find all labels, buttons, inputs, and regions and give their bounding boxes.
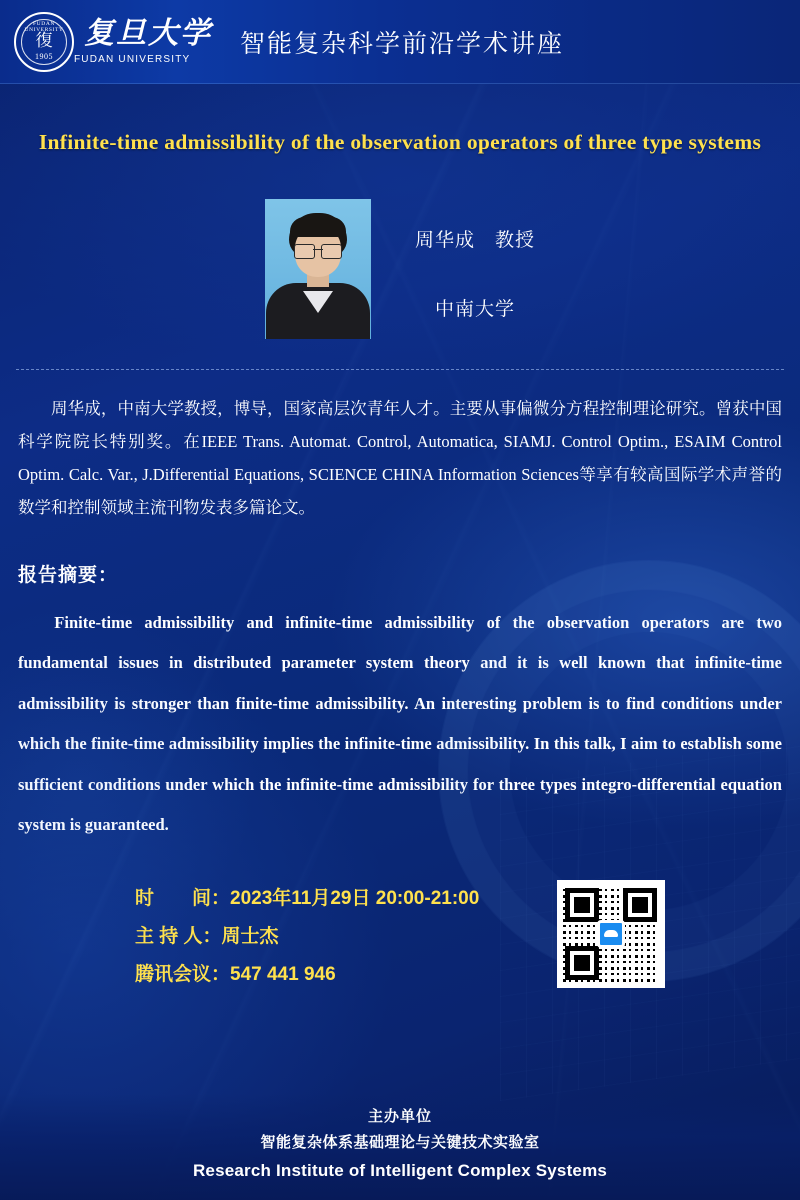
meta-row bbox=[0, 880, 800, 994]
speaker-bio: 周华成，中南大学教授，博导，国家高层次青年人才。主要从事偏微分方程控制理论研究。曾获中国科学院院长特别奖。在IEEE Trans. Automat. Control, Automatica, SIAMJ. Control Optim., ESAIM Control Optim. Calc. Var., J.Differential Equations, SCIENCE CHINA Information Sciences等享有较高国际学术声誉的数学和控制领域主流刊物发表多篇论文。 bbox=[18, 399, 782, 517]
fudan-emblem-icon bbox=[14, 12, 74, 72]
speaker-name: 周华成 教授 bbox=[414, 230, 535, 251]
talk-title: Infinite-time admissibility of the observation operators of three type systems bbox=[38, 130, 762, 154]
portrait-collar bbox=[303, 291, 333, 313]
abstract-text: Finite-time admissibility and infinite-time admissibility of the observation operators are two fundamental issues in distributed parameter system theory and it is well known that infinite-time admissibility is stronger than finite-time admissibility. An interesting problem is to find conditions under which the finite-time admissibility implies the infinite-time admissibility. In this talk, I aim to establish some sufficient conditions under which the infinite-time admissibility for three types integro-differential equation system is guaranteed. bbox=[18, 613, 782, 835]
abstract-label: 报告摘要： bbox=[18, 565, 119, 586]
qr-eye-top-left bbox=[565, 888, 599, 922]
lab-name-cn: 智能复杂体系基础理论与关键技术实验室 bbox=[260, 1134, 540, 1151]
emblem-arc-text: FUDAN UNIVERSITY bbox=[24, 20, 64, 33]
meta-host: 主 持 人：周士杰 bbox=[135, 925, 279, 947]
meta-details bbox=[135, 880, 527, 994]
lecture-series-title: 智能复杂科学前沿学术讲座 bbox=[240, 30, 565, 58]
speaker-photo bbox=[265, 199, 371, 339]
qr-eye-top-right bbox=[623, 888, 657, 922]
qr-code[interactable] bbox=[557, 880, 665, 988]
emblem-year: 1905 bbox=[35, 51, 53, 61]
speaker-affiliation: 中南大学 bbox=[434, 299, 515, 320]
lab-name-en: Research Institute of Intelligent Complex Systems bbox=[192, 1161, 608, 1181]
organizer-label: 主办单位 bbox=[367, 1107, 432, 1125]
glasses-icon bbox=[294, 244, 342, 257]
wechat-icon bbox=[597, 920, 625, 948]
section-divider bbox=[16, 369, 784, 370]
qr-eye-bottom-left bbox=[565, 946, 599, 980]
university-name-en: FUDAN UNIVERSITY bbox=[74, 53, 191, 65]
portrait-fringe bbox=[290, 217, 346, 237]
poster-footer bbox=[0, 1094, 800, 1200]
university-name-cn: 复旦大学 bbox=[84, 16, 212, 50]
meta-time: 时 间：2023年11月29日 20:00-21:00 bbox=[135, 887, 480, 909]
meta-meeting-id: 腾讯会议：547 441 946 bbox=[135, 963, 336, 985]
university-logo-text bbox=[74, 16, 212, 65]
speaker-block bbox=[0, 199, 800, 339]
qr-pattern bbox=[563, 886, 659, 982]
speaker-info bbox=[415, 199, 535, 321]
poster-header bbox=[0, 0, 800, 84]
emblem-mark: 復 bbox=[35, 31, 53, 50]
